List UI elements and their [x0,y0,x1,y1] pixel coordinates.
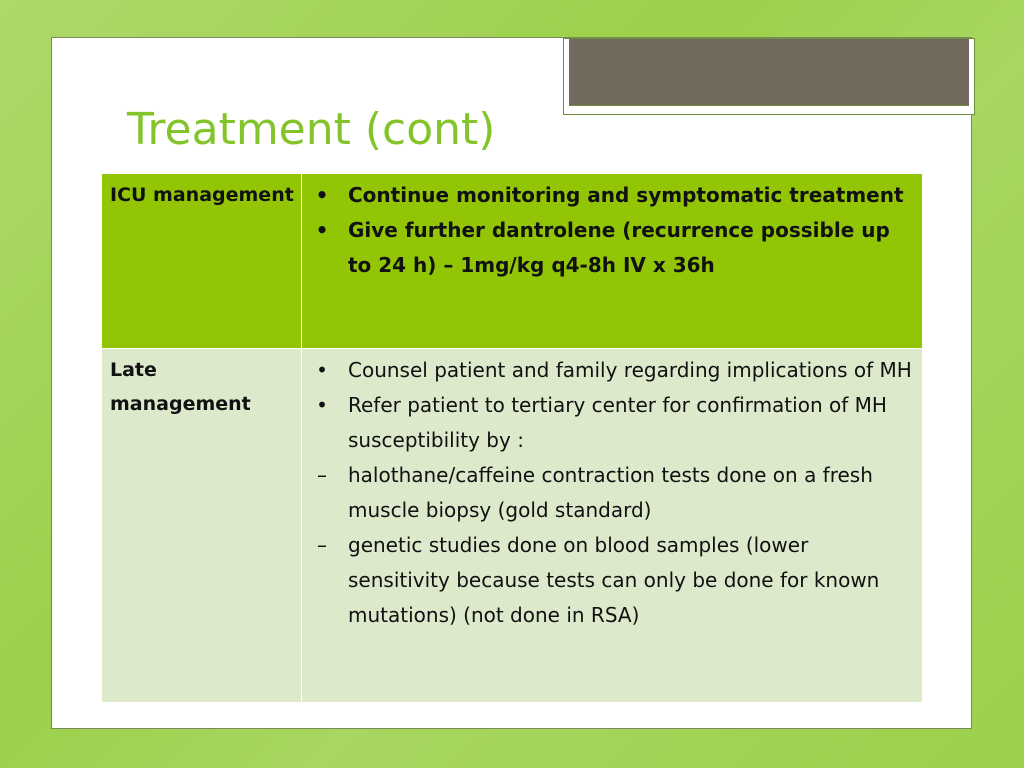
bullet-marker: • [315,183,329,207]
bullet-list [312,178,916,283]
treatment-table [101,173,923,703]
row-content [302,349,923,703]
list-item-text: Give further dantrolene (recurrence possible up to 24 h) – 1mg/kg q4-8h IV x 36h [348,218,890,277]
list-item-text: genetic studies done on blood samples (lower sensitivity because tests can only be done for known mutations) (not done in RSA) [348,533,880,627]
list-item [312,213,916,283]
list-item [312,388,916,458]
photo-image [569,39,969,106]
slide-title: Treatment (cont) [127,104,496,155]
list-item-text: Refer patient to tertiary center for confirmation of MH susceptibility by : [348,393,887,452]
list-item [312,353,916,388]
list-item [312,458,916,528]
bullet-marker: • [316,393,328,417]
table-row-icu [102,174,923,349]
table-row-late [102,349,923,703]
list-item [312,178,916,213]
dash-marker: – [317,533,327,557]
bullet-marker: • [315,218,329,242]
list-item-text: Counsel patient and family regarding implications of MH [348,358,912,382]
list-item-text: Continue monitoring and symptomatic treatment [348,183,904,207]
row-content [302,174,923,349]
bullet-list [312,353,916,633]
row-label: ICU management [102,174,302,349]
row-label: Late management [102,349,302,703]
list-item-text: halothane/caffeine contraction tests done on a fresh muscle biopsy (gold standard) [348,463,873,522]
dash-marker: – [317,463,327,487]
photo-frame [563,38,975,115]
list-item [312,528,916,633]
bullet-marker: • [316,358,328,382]
